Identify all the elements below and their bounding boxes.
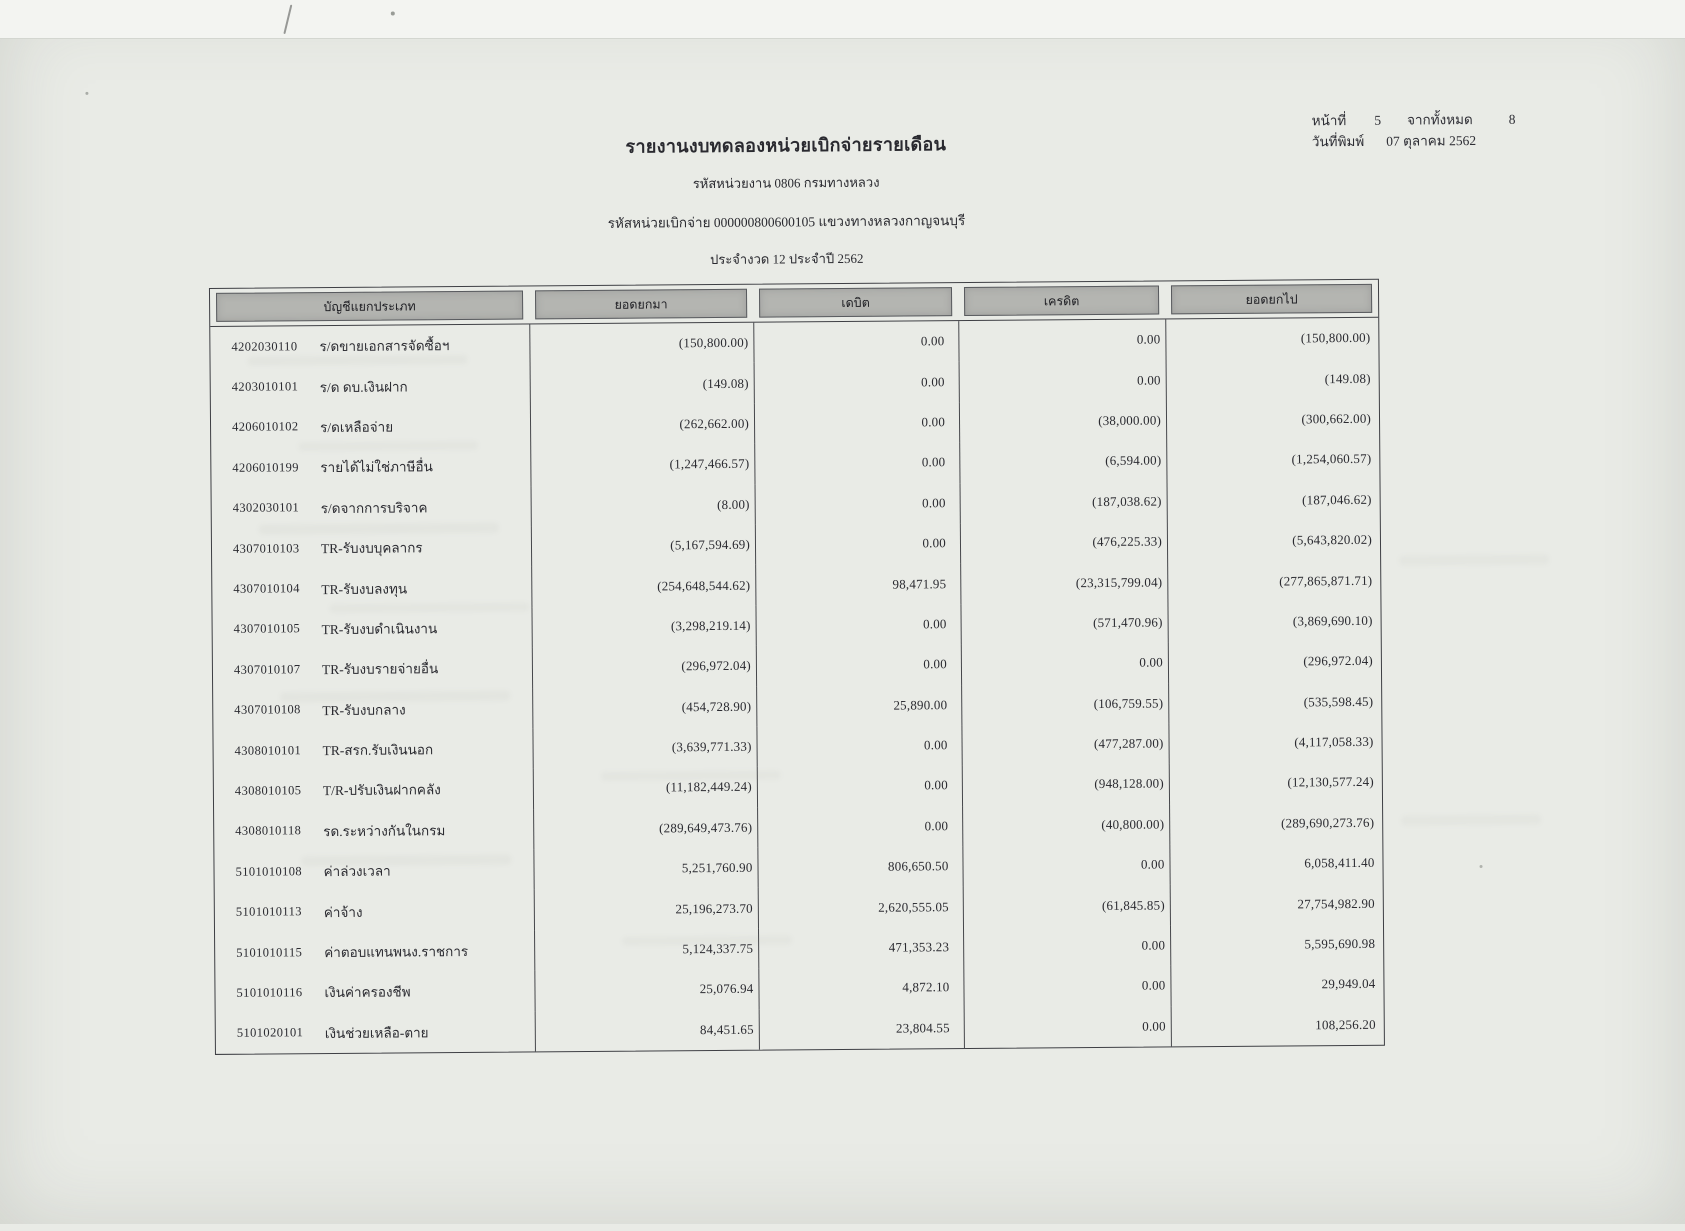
account-cell <box>212 607 531 650</box>
credit-amount: (476,225.33) <box>960 521 1167 563</box>
account-name: ร/ด ดบ.เงินฝาก <box>319 378 408 395</box>
table-body <box>210 318 1384 1054</box>
debit-amount: 25,890.00 <box>756 685 961 727</box>
account-name: TR-สรก.รับเงินนอก <box>322 742 434 759</box>
brought-forward-amount: (5,167,594.69) <box>531 525 755 567</box>
carried-forward-amount: 5,595,690.98 <box>1170 924 1383 966</box>
brought-forward-amount: (11,182,449.24) <box>533 767 757 809</box>
debit-amount: 0.00 <box>757 765 962 807</box>
total-label: จากทั้งหมด <box>1406 112 1473 128</box>
account-code: 4308010101 <box>234 742 302 758</box>
account-cell <box>215 930 534 973</box>
print-date-label: วันที่พิมพ์ <box>1311 133 1365 150</box>
account-code: 5101010116 <box>236 985 303 1000</box>
brought-forward-amount: (254,648,544.62) <box>531 565 755 607</box>
disbursement-unit-line: รหัสหน่วยเบิกจ่าย 000000800600105 แขวงทางหลวงกาญจนบุรี <box>607 213 966 231</box>
account-cell <box>213 648 532 691</box>
account-cell <box>215 890 534 933</box>
carried-forward-amount: 108,256.20 <box>1171 1004 1384 1046</box>
carried-forward-amount: 6,058,411.40 <box>1169 843 1382 885</box>
carried-forward-amount: (289,690,273.76) <box>1169 802 1382 844</box>
brought-forward-amount: 25,076.94 <box>534 969 758 1011</box>
credit-amount: 0.00 <box>959 360 1166 402</box>
account-code: 4206010199 <box>232 460 299 475</box>
carried-forward-amount: (187,046.62) <box>1167 479 1380 521</box>
account-name: ร/ดขายเอกสารจัดซื้อฯ <box>319 338 450 355</box>
account-code: 5101010108 <box>235 864 303 879</box>
credit-amount: 0.00 <box>964 1006 1171 1048</box>
page-label: หน้าที่ <box>1311 113 1347 129</box>
credit-amount: (38,000.00) <box>959 400 1166 442</box>
account-name: TR-รับงบกลาง <box>322 702 406 718</box>
account-cell <box>211 365 530 408</box>
account-name: ค่าตอบแทนพนง.ราชการ <box>324 943 469 961</box>
debit-amount: 0.00 <box>755 483 960 525</box>
ink-speck <box>85 92 88 95</box>
column-header-brought-forward: ยอดยกมา <box>529 285 753 324</box>
carried-forward-amount: (296,972.04) <box>1168 641 1381 683</box>
show-through-smudge <box>1399 554 1549 565</box>
carried-forward-amount: (535,598.45) <box>1168 681 1381 723</box>
column-header-account: บัญชีแยกประเภท <box>210 286 529 326</box>
account-cell <box>213 728 532 771</box>
brought-forward-amount: (289,649,473.76) <box>533 807 757 849</box>
report-header <box>201 126 1372 274</box>
debit-amount: 0.00 <box>754 442 959 484</box>
brought-forward-amount: (3,298,219.14) <box>531 605 755 647</box>
brought-forward-amount: (8.00) <box>531 484 755 526</box>
credit-amount: (187,038.62) <box>960 481 1167 523</box>
account-name: ร/ดเหลือจ่าย <box>319 419 394 436</box>
account-code: 4308010105 <box>234 783 302 798</box>
account-name: เงินช่วยเหลือ-ตาย <box>324 1025 429 1041</box>
column-header-debit: เดบิต <box>753 283 958 322</box>
credit-amount: (477,287.00) <box>961 723 1168 765</box>
account-code: 4307010105 <box>233 621 301 637</box>
account-code: 4302030101 <box>232 500 300 516</box>
credit-amount: 0.00 <box>963 966 1170 1008</box>
account-name: ค่าจ้าง <box>323 904 363 920</box>
account-code: 4203010101 <box>231 379 299 394</box>
debit-amount: 0.00 <box>757 806 962 848</box>
account-cell <box>211 446 530 489</box>
column-header-credit: เครดิต <box>958 281 1165 320</box>
brought-forward-amount: (262,662.00) <box>530 403 754 445</box>
account-cell <box>212 526 531 569</box>
carried-forward-amount: 29,949.04 <box>1170 964 1383 1006</box>
carried-forward-amount: (12,130,577.24) <box>1169 762 1382 804</box>
account-code: 4307010107 <box>233 662 301 677</box>
account-name: เงินค่าครองชีพ <box>324 984 411 1001</box>
debit-amount: 0.00 <box>755 523 960 565</box>
debit-amount: 471,353.23 <box>758 927 963 969</box>
credit-amount: (40,800.00) <box>962 804 1169 846</box>
account-name: TR-รับงบลงทุน <box>321 580 408 597</box>
account-name: TR-รับงบรายจ่ายอื่น <box>321 661 439 678</box>
brought-forward-amount: 25,196,273.70 <box>534 888 758 930</box>
account-code: 4307010104 <box>233 581 300 596</box>
debit-amount: 0.00 <box>756 725 961 767</box>
credit-amount: (61,845.85) <box>963 885 1170 927</box>
account-code: 4307010103 <box>232 540 300 556</box>
report-title: รายงานงบทดลองหน่วยเบิกจ่ายรายเดือน <box>625 134 947 157</box>
credit-amount: 0.00 <box>963 925 1170 967</box>
account-cell <box>214 809 533 852</box>
brought-forward-amount: (149.08) <box>530 363 754 405</box>
account-name: T/R-ปรับเงินฝากคลัง <box>322 782 441 799</box>
account-name: TR-รับงบบุคลากร <box>320 540 423 557</box>
pen-mark <box>283 5 292 35</box>
account-code: 4307010108 <box>234 702 301 717</box>
credit-amount: 0.00 <box>962 845 1169 887</box>
trial-balance-table <box>209 279 1385 1055</box>
debit-amount: 0.00 <box>753 321 958 363</box>
brought-forward-amount: (296,972.04) <box>532 646 756 688</box>
brought-forward-amount: 5,251,760.90 <box>533 848 757 890</box>
debit-amount: 4,872.10 <box>758 967 963 1009</box>
credit-amount: (571,470.96) <box>960 602 1167 644</box>
brought-forward-amount: (3,639,771.33) <box>532 727 756 769</box>
account-code: 4206010102 <box>231 419 299 435</box>
brought-forward-amount: (150,800.00) <box>529 323 753 365</box>
debit-amount: 98,471.95 <box>755 563 960 605</box>
brought-forward-amount: (454,728.90) <box>532 686 756 728</box>
brought-forward-amount: 84,451.65 <box>535 1009 759 1051</box>
account-code: 5101010115 <box>236 944 303 960</box>
debit-amount: 0.00 <box>756 644 961 686</box>
carried-forward-amount: (149.08) <box>1166 358 1379 400</box>
credit-amount: (948,128.00) <box>962 764 1169 806</box>
agency-code-line: รหัสหน่วยงาน 0806 กรมทางหลวง <box>692 174 880 192</box>
period-line: ประจำงวด 12 ประจำปี 2562 <box>710 250 864 268</box>
brought-forward-amount: (1,247,466.57) <box>530 444 754 486</box>
brought-forward-amount: 5,124,337.75 <box>534 929 758 971</box>
account-code: 5101020101 <box>236 1025 304 1041</box>
carried-forward-amount: (150,800.00) <box>1165 318 1378 360</box>
credit-amount: 0.00 <box>961 643 1168 685</box>
account-name: TR-รับงบดำเนินงาน <box>321 621 438 638</box>
debit-amount: 0.00 <box>755 604 960 646</box>
account-code: 4308010118 <box>235 823 302 839</box>
column-header-carried-forward: ยอดยกไป <box>1165 280 1378 319</box>
debit-amount: 23,804.55 <box>759 1008 964 1050</box>
show-through-smudge <box>1401 815 1541 826</box>
total-pages: 8 <box>1508 111 1516 127</box>
page-number: 5 <box>1374 112 1382 128</box>
debit-amount: 806,650.50 <box>757 846 962 888</box>
carried-forward-amount: (300,662.00) <box>1166 399 1379 441</box>
ink-speck <box>1480 865 1483 868</box>
account-cell <box>215 971 534 1014</box>
account-name: ค่าล่วงเวลา <box>323 863 391 880</box>
credit-amount: (23,315,799.04) <box>960 562 1167 604</box>
account-cell <box>214 850 533 893</box>
account-cell <box>211 405 530 448</box>
debit-amount: 2,620,555.05 <box>758 887 963 929</box>
carried-forward-amount: 27,754,982.90 <box>1170 883 1383 925</box>
account-cell <box>212 486 531 529</box>
print-date-value: 07 ตุลาคม 2562 <box>1386 133 1477 149</box>
account-cell <box>210 324 529 367</box>
debit-amount: 0.00 <box>754 402 959 444</box>
debit-amount: 0.00 <box>754 361 959 403</box>
carried-forward-amount: (5,643,820.02) <box>1167 520 1380 562</box>
account-code: 5101010113 <box>235 904 302 919</box>
credit-amount: (6,594.00) <box>959 441 1166 483</box>
ink-speck <box>391 11 395 15</box>
credit-amount: (106,759.55) <box>961 683 1168 725</box>
account-code: 4202030110 <box>231 338 298 354</box>
account-cell <box>213 688 532 731</box>
account-name: รด.ระหว่างกันในกรม <box>323 822 446 839</box>
account-name: ร/ดจากการบริจาค <box>320 500 428 516</box>
carried-forward-amount: (4,117,058.33) <box>1168 722 1381 764</box>
account-cell <box>216 1011 535 1054</box>
account-cell <box>214 769 533 812</box>
account-cell <box>212 567 531 610</box>
account-name: รายได้ไม่ใช่ภาษีอื่น <box>320 459 433 476</box>
carried-forward-amount: (277,865,871.71) <box>1167 560 1380 602</box>
carried-forward-amount: (3,869,690.10) <box>1167 601 1380 643</box>
table-row <box>216 1004 1384 1054</box>
credit-amount: 0.00 <box>958 319 1165 361</box>
carried-forward-amount: (1,254,060.57) <box>1166 439 1379 481</box>
